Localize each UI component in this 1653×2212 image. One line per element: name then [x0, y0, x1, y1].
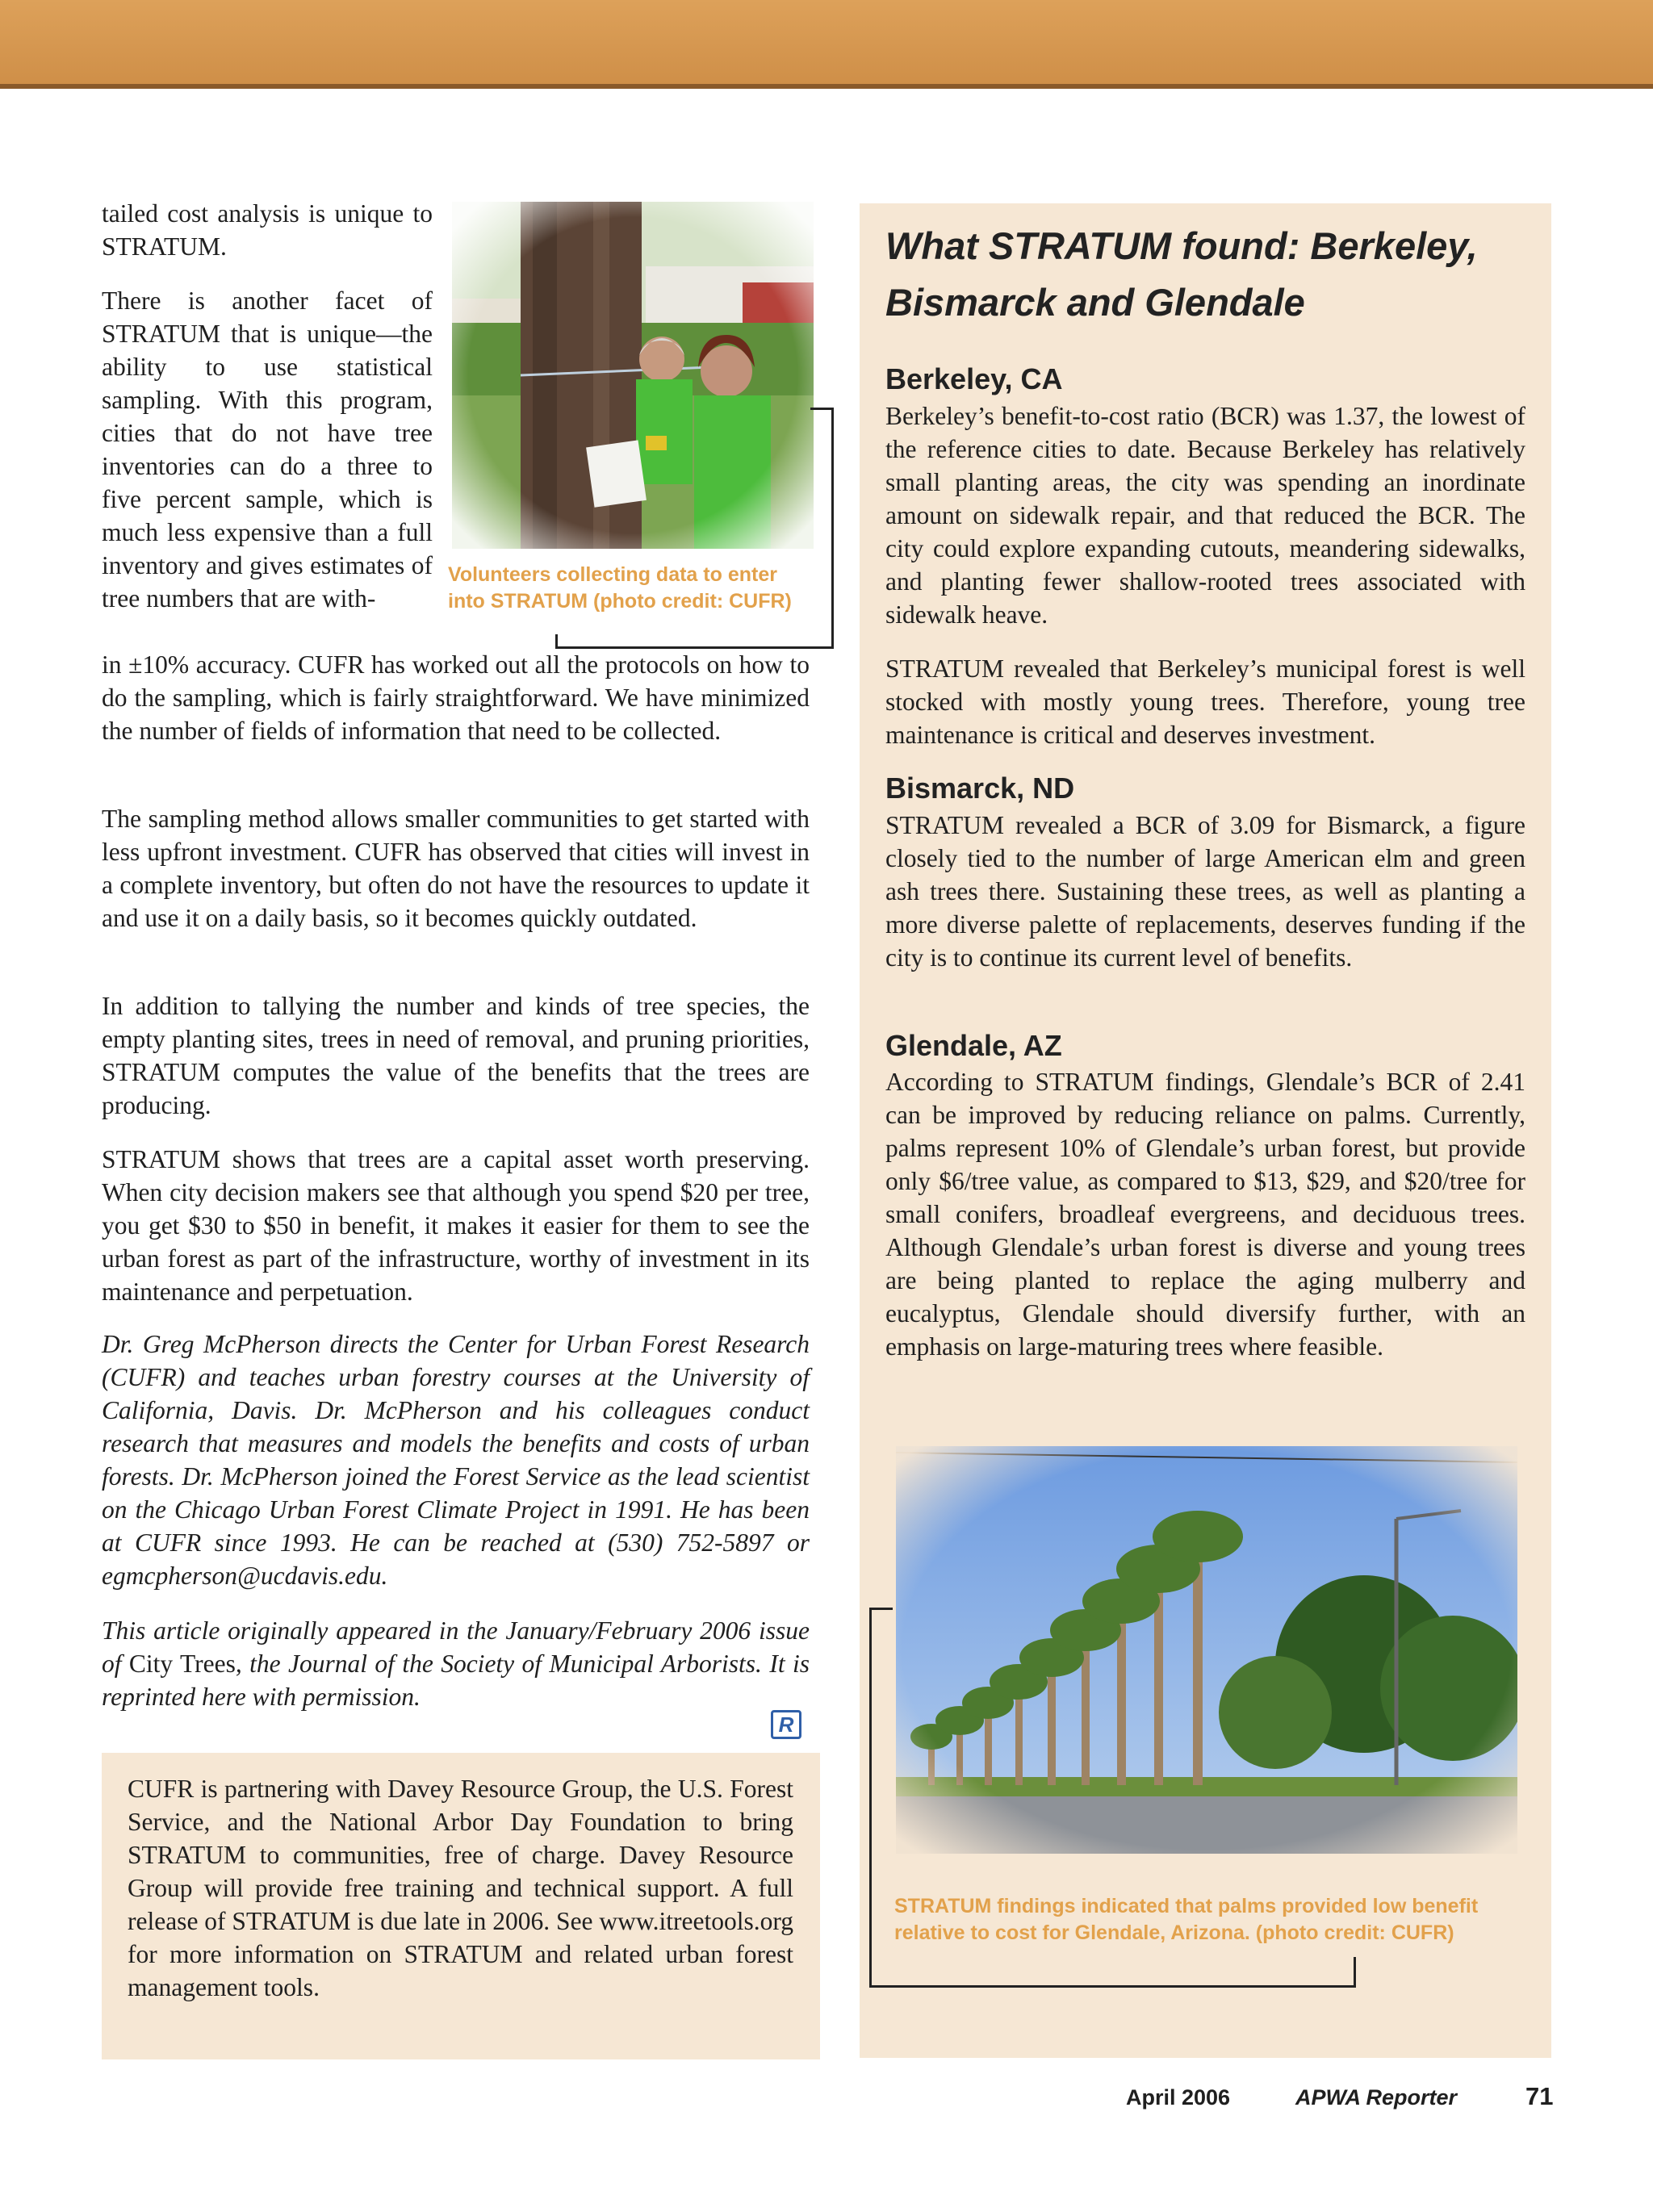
article-paragraph-3: The sampling method allows smaller communities to get started with less upfront investment. CUFR has observed that cities will invest in a complete inventory, but often do not have the resources to update it and use it on a daily basis, so it becomes quickly outdated.	[102, 805, 810, 932]
berkeley-paragraph-1: Berkeley’s benefit-to-cost ratio (BCR) was 1.37, the lowest of the reference cities to date. Because Berkeley has relatively small planting areas, the city was spending an inordinate amount on sidewalk repair, and that reduced the BCR. The city could explore expanding cutouts, meandering sidewalks, and planting fewer shallow-rooted trees associated with sidewalk heave.	[885, 402, 1525, 629]
header-band	[0, 0, 1653, 89]
palms-photo	[896, 1446, 1517, 1854]
partner-box-text: CUFR is partnering with Davey Resource Group, the U.S. Forest Service, and the National Arbor Day Foundation to bring STRATUM to communities, free of charge. Davey Resource Group will provide free training and technical support. A full release of STRATUM is due late in 2006. See www.itreetools.org for more information on STRATUM and related urban forest management tools.	[128, 1775, 793, 2001]
volunteers-photo	[452, 202, 814, 549]
article-paragraph-2-rest: in ±10% accuracy. CUFR has worked out all the protocols on how to do the sampling, which is fairly straightforward. We have minimized the number of fields of information that need to be collected.	[102, 650, 810, 745]
bismarck-paragraph: STRATUM revealed a BCR of 3.09 for Bismarck, a figure closely tied to the number of large American elm and green ash trees there. Sustaining these trees, as well as planting a more diverse palette of replacements, deserves funding if the city is to continue its current level of benefits.	[885, 811, 1525, 972]
berkeley-paragraph-2: STRATUM revealed that Berkeley’s municipal forest is well stocked with mostly young trees. Therefore, young tree maintenance is critical and deserves investment.	[885, 654, 1525, 749]
bismarck-heading: Bismarck, ND	[885, 771, 1075, 805]
page-number: 71	[1525, 2082, 1554, 2110]
glendale-paragraph: According to STRATUM findings, Glendale’s BCR of 2.41 can be improved by reducing reliance on palms. Currently, palms represent 10% of Glendale’s urban forest, but provide only $6/tree value, as compared to $13, $29, and $20/tree for small conifers, broadleaf evergreens, and deciduous trees. Although Glendale’s urban forest is diverse and young trees are being planted to replace the aging mulberry and eucalyptus, Glendale should diversify further, with an emphasis on large-maturing trees where feasible.	[885, 1068, 1525, 1361]
photo2-bracket	[869, 1608, 893, 1988]
sidebar-title: What STRATUM found: Berkeley, Bismarck and Glendale	[885, 224, 1478, 324]
footer-publication: APWA Reporter	[1295, 2085, 1458, 2110]
photo2-caption: STRATUM findings indicated that palms provided low benefit relative to cost for Glendale, Arizona. (photo credit: CUFR)	[894, 1895, 1479, 1944]
photo2-bracket-base	[869, 1957, 1356, 1988]
photo1-caption: Volunteers collecting data to enter into STRATUM (photo credit: CUFR)	[448, 563, 792, 613]
reprint-note: This article originally appeared in the January/February 2006 issue of City Trees, the Journal of the Society of Municipal Arborists. It is reprinted here with permission.	[102, 1616, 810, 1711]
photo1-bracket	[810, 408, 834, 649]
glendale-heading: Glendale, AZ	[885, 1029, 1062, 1062]
berkeley-heading: Berkeley, CA	[885, 362, 1063, 395]
author-bio: Dr. Greg McPherson directs the Center for Urban Forest Research (CUFR) and teaches urban forestry courses at the University of California, Davis. Dr. McPherson and his colleagues conduct research that measures and models the benefits and costs of urban forests. Dr. McPherson joined the Forest Service as the lead scientist on the Chicago Urban Forest Climate Project in 1991. He has been at CUFR since 1993. He can be reached at (530) 752-5897 or egmcpherson@ucdavis.edu.	[102, 1330, 810, 1590]
article-paragraph-2-wrap: There is another facet of STRATUM that is unique—the ability to use statistical sampling. With this program, cities that do not have tree inventories can do a three to five percent sample, which is much less expensive than a full inventory and gives estimates of tree numbers that are with-	[102, 286, 433, 613]
footer-date: April 2006	[1126, 2085, 1231, 2110]
article-paragraph-5: STRATUM shows that trees are a capital asset worth preserving. When city decision makers see that although you spend $20 per tree, you get $30 to $50 in benefit, it makes it easier for them to see the urban forest as part of the infrastructure, worthy of investment in its maintenance and perpetuation.	[102, 1145, 810, 1306]
journal-name: City Trees	[128, 1650, 236, 1678]
photo1-bracket-base	[555, 634, 834, 649]
reporter-logo-icon: R	[771, 1710, 801, 1739]
article-paragraph-4: In addition to tallying the number and kinds of tree species, the empty planting sites, trees in need of removal, and pruning priorities, STRATUM computes the value of the benefits that the trees are producing.	[102, 992, 810, 1119]
article-paragraph-1: tailed cost analysis is unique to STRATUM.	[102, 199, 433, 261]
